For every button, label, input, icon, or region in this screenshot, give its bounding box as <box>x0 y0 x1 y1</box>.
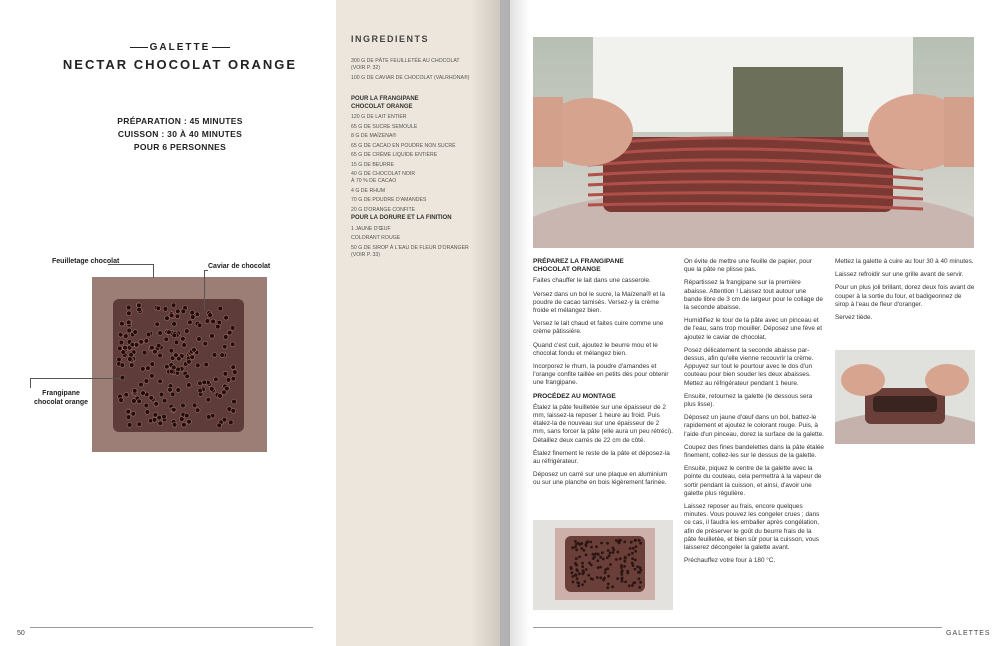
callout-line-frangipane <box>74 378 120 392</box>
section-name: GALETTES <box>946 630 991 637</box>
recipe-timing <box>80 115 280 154</box>
step-heading-frangipane: PRÉPAREZ LA FRANGIPANE CHOCOLAT ORANGE <box>533 258 624 274</box>
footer-rule-right <box>533 627 942 628</box>
steps-column-1: PRÉPAREZ LA FRANGIPANE CHOCOLAT ORANGE Faites chauffer le lait dans une casserole. Versez dans un bol le sucre, la Maïzena® et la poudre de cacao tamisés. Versez-y la crème froide et mélangez bien. Versez le lait chaud et faites cuire comme une crème pâtissière. Quand c'est cuit, ajoutez le beurre mou et le chocolat fondu et mélangez bien. Incorporez le rhum, la poudre d'amandes et l'orange confite taillée en petits dés pour obtenir une frangipane. PROCÉDEZ AU MONTAGE Étalez la pâte feuilletée sur une épaisseur de 2 mm, laissez-la reposer 1 heure au froid. Puis étalez-la de nouveau sur une épaisseur de 2 mm, sans forcer la pâte (elle aura un peu rétréci). Détaillez deux carrés de 22 cm de côté. Étalez finement le reste de la pâte et déposez-la au réfrigérateur. Déposez un carré sur une plaque en aluminium ou sur une planche en bois légèrement farinée. <box>533 258 673 487</box>
photo-frangipane-square <box>533 520 673 610</box>
step-heading-montage: PROCÉDEZ AU MONTAGE <box>533 392 616 400</box>
steps-column-3: Mettez la galette à cuire au four 30 à 40 minutes. Laissez refroidir sur une grille avant de servir. Pour un plus joli brillant, dorez deux fois avant de couper à la sortie du four, et badigeonnez de sirop à l'eau de fleur d'oranger. Servez tiède. <box>835 258 975 322</box>
label-caviar: Caviar de chocolat <box>208 263 271 270</box>
recipe-title: NECTAR CHOCOLAT ORANGE <box>62 57 298 72</box>
servings: POUR 6 PERSONNES <box>133 142 227 152</box>
ingredients-frangipane: POUR LA FRANGIPANE CHOCOLAT ORANGE 120 G DE LAIT ENTIER 65 G DE SUCRE SEMOULE 8 G DE MAÏZENA® 65 G DE CACAO EN POUDRE NON SUCRÉ 65 G DE CRÈME LIQUIDE ENTIÈRE 15 G DE BEURRE 40 G DE CHOCOLAT NOIR À 70 % DE CACAO 4 G DE RHUM 70 G DE POUDRE D'AMANDES 20 G D'ORANGE CONFITE <box>351 96 456 213</box>
photo-covering-galette <box>835 350 975 444</box>
chocolate-caviar-dots <box>113 299 244 432</box>
page-number: 50 <box>17 630 25 637</box>
callout-line-frangipane-2 <box>30 378 74 388</box>
frangipane-layer <box>113 299 244 432</box>
recipe-category: GALETTE <box>110 42 250 53</box>
label-feuilletage: Feuilletage chocolat <box>52 258 120 265</box>
callout-line-caviar <box>204 270 208 310</box>
cook-time: CUISSON : 30 À 40 MINUTES <box>117 129 243 139</box>
book-gutter-shadow-right <box>500 0 530 646</box>
photo-placing-strips <box>533 37 974 248</box>
ingredients-base: 300 G DE PÂTE FEUILLETÉE AU CHOCOLAT (VOIR P. 32) 100 G DE CAVIAR DE CHOCOLAT (VALRHONA®) <box>351 58 470 81</box>
steps-column-2: On évite de mettre une feuille de papier, pour que la pâte ne plisse pas. Répartissez la frangipane sur la première abaisse. Attention ! Laissez tout autour une bande libre de 3 cm de largeur pour le collage de la seconde abaisse. Humidifiez le tour de la pâte avec un pinceau et de l'eau, sans trop mouiller. Déposez une fève et ajoutez le caviar de chocolat. Posez délicatement la seconde abaisse par-dessus, afin qu'elle vienne recouvrir la crème. Appuyez sur tout le pourtour avec le dos d'un couteau pour bien souder les deux abaisses. Mettez au réfrigérateur pendant 1 heure. Ensuite, retournez la galette (le dessous sera plus lisse). Déposez un jaune d'œuf dans un bol, battez-le rapidement et ajoutez le colorant rouge. Puis, à l'aide d'un pinceau, dorez la surface de la galette. Coupez des fines bandelettes dans la pâte étalée finement, collez-les sur le dessus de la galette. Ensuite, piquez le centre de la galette avec la pointe du couteau, cela permettra à la vapeur de sortir pendant la cuisson, et ainsi, d'avoir une galette plus régulière. Laissez reposer au frais, encore quelques minutes. Vous pouvez les congeler crues ; dans ce cas, il faudra les emballer après congélation, afin de préserver le goût du beurre frais de la pâte feuilletée, et bien sûr pour la cuisson, vous laisserez décongeler la galette avant. Préchauffez votre four à 180 °C. <box>684 258 824 565</box>
ingredients-title: INGREDIENTS <box>351 34 430 44</box>
callout-line-feuilletage <box>108 264 154 278</box>
label-frangipane: Frangipane chocolat orange <box>34 390 89 406</box>
footer-rule-left <box>30 627 313 628</box>
ingredients-dorure: POUR LA DORURE ET LA FINITION 1 JAUNE D'ŒUF COLORANT ROUGE 50 G DE SIROP À L'EAU DE FLEUR D'ORANGER (VOIR P. 33) <box>351 215 469 258</box>
prep-time: PRÉPARATION : 45 MINUTES <box>117 116 243 126</box>
